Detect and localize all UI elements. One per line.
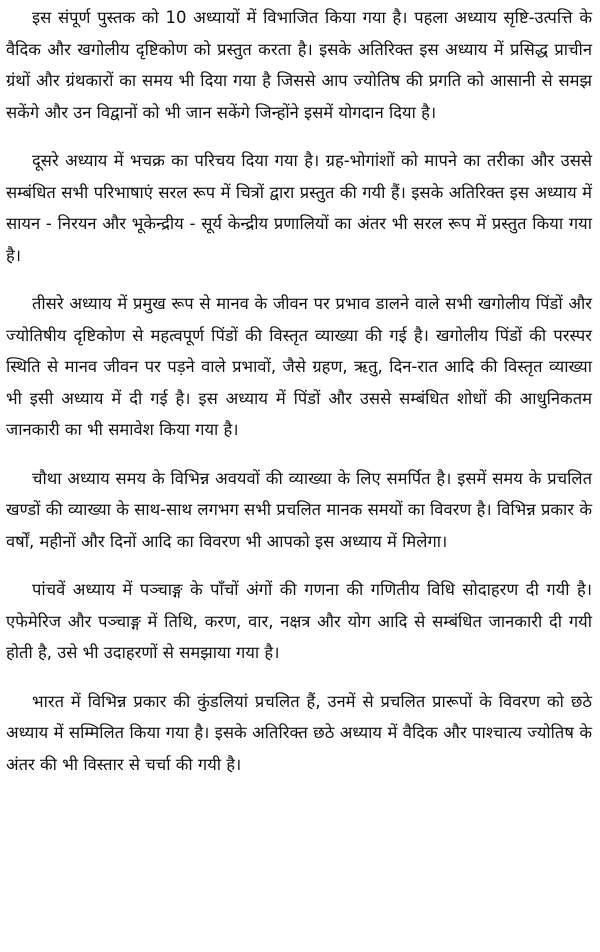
paragraph-chapter-1-overview: इस संपूर्ण पुस्तक को 10 अध्यायों में विभाजित किया गया है। पहला अध्याय सृष्टि-उत्पत्ति के वैदिक और खगोलीय दृष्टिकोण को प्रस्तुत करता है। इसके अतिरिक्त इस अध्याय में प्रसिद्ध प्राचीन ग्रंथों और ग्रंथकारों का समय भी दिया गया है जिससे आप ज्योतिष की प्रगति को आसानी से समझ सकेंगे और उन विद्वानों को भी जान सकेंगे जिन्होंने इसमें योगदान दिया है। [6, 8, 592, 122]
paragraph-chapter-6: भारत में विभिन्न प्रकार की कुंडलियां प्रचलित हैं, उनमें से प्रचलित प्रारूपों के विवरण को छठे अध्याय में सम्मिलित किया गया है। इसके अतिरिक्त छठे अध्याय में वैदिक और पाश्चात्य ज्योतिष के अंतर की भी विस्तार से चर्चा की गयी है। [6, 691, 592, 774]
paragraph-chapter-5: पांचवें अध्याय में पञ्चाङ्ग के पाँचों अंगों की गणना की गणितीय विधि सोदाहरण दी गयी है। एफेमेरिज और पञ्चाङ्ग में तिथि, करण, वार, नक्षत्र और योग आदि से सम्बंधित जानकारी दी गयी होती है, उसे भी उदाहरणों से समझाया गया है। [6, 580, 592, 662]
paragraph-chapter-3: तीसरे अध्याय में प्रमुख रूप से मानव के जीवन पर प्रभाव डालने वाले सभी खगोलीय पिंडों और ज्योतिषीय दृष्टिकोण से महत्वपूर्ण पिंडों की विस्तृत व्याख्या की गई है। खगोलीय पिंडों की परस्पर स्थिति से मानव जीवन पर पड़ने वाले प्रभावों, जैसे ग्रहण, ऋतु, दिन-रात आदि की विस्तृत व्याख्या भी इसी अध्याय में दी गई है। इस अध्याय में पिंडों और उससे सम्बंधित शोधों की आधुनिकतम जानकारी का भी समावेश किया गया है। [6, 294, 592, 439]
paragraph-chapter-4: चौथा अध्याय समय के विभिन्न अवयवों की व्याख्या के लिए समर्पित है। इसमें समय के प्रचलित खण्डों की व्याख्या के साथ-साथ लगभग सभी प्रचलित मानक समयों का विवरण है। विभिन्न प्रकार के वर्षों, महीनों और दिनों आदि का विवरण भी आपको इस अध्याय में मिलेगा। [6, 468, 592, 551]
paragraph-chapter-2: दूसरे अध्याय में भचक्र का परिचय दिया गया है। ग्रह-भोगांशों को मापने का तरीका और उससे सम्बंधित सभी परिभाषाएं सरल रूप में चित्रों द्वारा प्रस्तुत की गयी हैं। इसके अतिरिक्त इस अध्याय में सायन - निरयन और भूकेन्द्रीय - सूर्य केन्द्रीय प्रणालियों का अंतर भी सरल रूप में प्रस्तुत किया गया है। [6, 151, 592, 265]
